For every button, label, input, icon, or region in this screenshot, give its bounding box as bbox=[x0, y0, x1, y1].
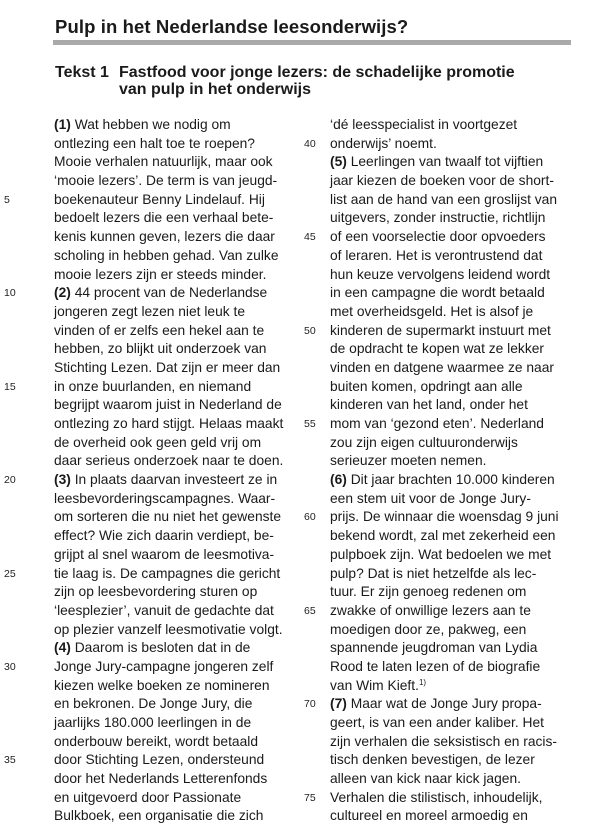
line-text: zijn verhalen die seksistisch en racis- bbox=[330, 733, 557, 749]
line-text: prijs. De winnaar die woensdag 9 juni bbox=[330, 509, 559, 525]
line-text: door Stichting Lezen, ondersteund bbox=[54, 752, 265, 768]
text-line bbox=[330, 247, 576, 266]
line-text: spannende jeugdroman van Lydia bbox=[330, 640, 538, 656]
text-line bbox=[330, 116, 576, 135]
line-text: boekenauteur Benny Lindelauf. Hij bbox=[54, 191, 265, 207]
text-line bbox=[54, 247, 294, 266]
line-text: vinden en datgene waarmee ze naar bbox=[330, 359, 554, 375]
text-line bbox=[54, 322, 294, 341]
text-line bbox=[54, 807, 294, 826]
line-text: of een voorselectie door opvoeders bbox=[330, 229, 546, 245]
text-line bbox=[330, 490, 576, 509]
text-line bbox=[304, 508, 576, 527]
line-text: met overheidsgeld. Het is alsof je bbox=[330, 303, 534, 319]
text-line bbox=[54, 490, 294, 509]
line-text: pulp? Dat is niet hetzelfde als lec- bbox=[330, 565, 537, 581]
line-text: kinderen de supermarkt instuurt met bbox=[330, 322, 551, 338]
footnote-marker: 1) bbox=[418, 677, 427, 687]
paragraph-number: (7) bbox=[330, 696, 347, 712]
line-text: op plezier vanzelf leesmotivatie volgt. bbox=[54, 621, 283, 637]
line-text: bekend wordt, zal met zekerheid een bbox=[330, 528, 556, 544]
text-line bbox=[304, 415, 576, 434]
text-line bbox=[54, 527, 294, 546]
text-line bbox=[54, 415, 294, 434]
text-title bbox=[55, 64, 515, 98]
text-line bbox=[330, 770, 576, 789]
text-title-line-1: Fastfood voor jonge lezers: de schadelijke promotie bbox=[119, 64, 515, 81]
text-line bbox=[54, 546, 294, 565]
line-text: de opdracht te kopen wat ze lekker bbox=[330, 341, 544, 357]
line-text: zwakke of onwillige lezers aan te bbox=[330, 602, 531, 618]
text-line bbox=[330, 396, 576, 415]
line-number: 35 bbox=[4, 754, 16, 767]
line-text: Mooie verhalen natuurlijk, maar ook bbox=[54, 154, 273, 170]
line-text: Stichting Lezen. Dat zijn er meer dan bbox=[54, 359, 281, 375]
line-text: ontlezing zo hard stijgt. Helaas maakt bbox=[54, 416, 284, 431]
line-text: kinderen van het land, onder het bbox=[330, 397, 528, 413]
line-text: de overheid ook geen geld vrij om bbox=[54, 434, 262, 450]
text-line bbox=[330, 639, 576, 658]
text-line bbox=[54, 770, 294, 789]
text-line bbox=[330, 751, 576, 770]
text-line bbox=[330, 527, 576, 546]
line-text: Wat hebben we nodig om bbox=[70, 117, 231, 132]
page-title: Pulp in het Nederlandse leesonderwijs? bbox=[55, 16, 409, 37]
text-line bbox=[54, 209, 294, 228]
line-text: kiezen welke boeken ze nomineren bbox=[54, 677, 270, 693]
text-line bbox=[330, 583, 576, 602]
line-text: in onze buurlanden, en niemand bbox=[54, 378, 252, 394]
line-number: 20 bbox=[4, 474, 16, 487]
line-text: en uitgevoerd door Passionate bbox=[54, 789, 242, 805]
line-text: bedoelt lezers die een verhaal bete- bbox=[54, 210, 274, 226]
paragraph-number: (1) bbox=[54, 117, 71, 132]
text-line bbox=[54, 677, 294, 696]
line-text: Daarom is besloten dat in de bbox=[70, 640, 251, 656]
line-number: 65 bbox=[304, 604, 316, 617]
line-text: Bulkboek, een organisatie die zich bbox=[54, 808, 264, 824]
line-text: serieuzer moeten nemen. bbox=[330, 453, 487, 469]
text-line bbox=[330, 807, 576, 826]
line-text: Leerlingen van twaalf tot vijftien bbox=[346, 154, 544, 170]
line-text: grijpt al snel waarom de leesmotiva- bbox=[54, 546, 275, 562]
text-line bbox=[330, 452, 576, 471]
line-text: Rood te laten lezen of de biografie bbox=[330, 658, 541, 674]
text-line bbox=[330, 546, 576, 565]
line-number: 75 bbox=[304, 791, 316, 804]
text-line bbox=[54, 733, 294, 752]
text-line bbox=[330, 191, 576, 210]
line-number: 55 bbox=[304, 418, 316, 430]
line-text: In plaats daarvan investeert ze in bbox=[70, 472, 278, 488]
text-line bbox=[54, 789, 294, 808]
line-text: Jonge Jury-campagne jongeren zelf bbox=[54, 658, 274, 674]
line-text: jaar kiezen de boeken voor de short- bbox=[330, 173, 554, 189]
line-text: kenis kunnen geven, lezers die daar bbox=[54, 229, 275, 245]
line-number: 45 bbox=[304, 231, 316, 244]
text-line bbox=[54, 228, 294, 247]
line-text: Maar wat de Jonge Jury propa- bbox=[346, 696, 542, 712]
line-text: onderwijs’ noemt. bbox=[330, 135, 437, 151]
text-line bbox=[54, 508, 294, 527]
line-text: door het Nederlands Letterenfonds bbox=[54, 771, 268, 787]
line-number: 10 bbox=[4, 287, 16, 300]
line-text: tuur. Er zijn genoeg redenen om bbox=[330, 584, 527, 600]
line-number: 30 bbox=[4, 660, 16, 673]
text-line bbox=[330, 303, 576, 322]
text-line bbox=[330, 621, 576, 640]
line-text: om sorteren die nu niet het gewenste bbox=[54, 509, 282, 525]
line-text: ‘mooie lezers’. De term is van jeugd- bbox=[54, 173, 278, 189]
line-number: 40 bbox=[304, 137, 316, 150]
line-text: pulpboek zijn. Wat bedoelen we met bbox=[330, 546, 552, 562]
line-number: 5 bbox=[4, 193, 10, 206]
text-line bbox=[330, 471, 576, 490]
line-text: in een campagne die wordt betaald bbox=[330, 285, 545, 301]
line-text: van Wim Kieft. bbox=[330, 677, 419, 693]
text-line bbox=[54, 583, 294, 602]
line-text: hebben, zo blijkt uit onderzoek van bbox=[54, 341, 267, 357]
text-line bbox=[54, 172, 294, 191]
title-divider bbox=[53, 40, 571, 45]
line-number: 60 bbox=[304, 511, 316, 524]
text-line bbox=[330, 266, 576, 285]
text-line bbox=[330, 714, 576, 733]
text-line bbox=[330, 209, 576, 228]
line-text: en bekronen. De Jonge Jury, die bbox=[54, 696, 253, 712]
paragraph-number: (5) bbox=[330, 154, 347, 170]
text-line bbox=[54, 695, 294, 714]
text-line bbox=[330, 434, 576, 453]
line-text: Verhalen die stilistisch, inhoudelijk, bbox=[330, 789, 543, 805]
text-line bbox=[4, 565, 294, 584]
text-line bbox=[330, 359, 576, 378]
line-text: ‘leesplezier’, vanuit de gedachte dat bbox=[54, 602, 274, 618]
line-number: 50 bbox=[304, 324, 316, 337]
text-line bbox=[54, 602, 294, 621]
line-text: tie laag is. De campagnes die gericht bbox=[54, 565, 281, 581]
paragraph-number: (6) bbox=[330, 472, 347, 488]
line-number: 25 bbox=[4, 567, 16, 580]
paragraph-number: (3) bbox=[54, 472, 71, 488]
text-line bbox=[330, 733, 576, 752]
text-line bbox=[4, 284, 294, 303]
line-text: ontlezing een halt toe te roepen? bbox=[54, 135, 255, 151]
text-line bbox=[54, 434, 294, 453]
line-text: vinden of er zelfs een hekel aan te bbox=[54, 322, 265, 338]
text-line bbox=[330, 677, 576, 696]
text-line bbox=[4, 191, 294, 210]
left-column bbox=[4, 116, 294, 826]
line-text: effect? Wie zich daarin verdiept, be- bbox=[54, 528, 274, 544]
line-text: zou zijn eigen cultuuronderwijs bbox=[330, 434, 518, 450]
text-line bbox=[54, 153, 294, 172]
line-text: cultureel en moreel armoedig en bbox=[330, 808, 528, 824]
text-line bbox=[304, 228, 576, 247]
text-line bbox=[54, 303, 294, 322]
text-line bbox=[4, 751, 294, 770]
text-line bbox=[304, 135, 576, 154]
text-line bbox=[4, 471, 294, 490]
line-text: onderbouw bereikt, wordt betaald bbox=[54, 733, 259, 749]
text-line bbox=[54, 639, 294, 658]
line-text: jongeren zegt lezen niet leuk te bbox=[54, 303, 245, 319]
line-text: alleen van kick naar kick jagen. bbox=[330, 771, 521, 787]
text-line bbox=[54, 621, 294, 640]
paragraph-number: (2) bbox=[54, 285, 71, 301]
text-line bbox=[4, 378, 294, 397]
line-text: mom van ‘gezond eten’. Nederland bbox=[330, 416, 544, 431]
text-line bbox=[54, 116, 294, 135]
line-text: moedigen door ze, pakweg, een bbox=[330, 621, 527, 637]
line-number: 70 bbox=[304, 698, 316, 711]
text-line bbox=[330, 378, 576, 397]
line-text: of leraren. Het is verontrustend dat bbox=[330, 247, 543, 263]
line-number: 15 bbox=[4, 380, 16, 393]
line-text: mooie lezers zijn er steeds minder. bbox=[54, 266, 267, 282]
line-text: scholing in hebben gehad. Van zulke bbox=[54, 247, 279, 263]
text-line bbox=[330, 284, 576, 303]
text-line bbox=[54, 266, 294, 285]
text-line bbox=[54, 714, 294, 733]
line-text: begrijpt waarom juist in Nederland de bbox=[54, 397, 282, 413]
line-text: list aan de hand van een groslijst van bbox=[330, 191, 558, 207]
text-line bbox=[330, 340, 576, 359]
line-text: Dit jaar brachten 10.000 kinderen bbox=[346, 472, 555, 488]
text-title-line-2: van pulp in het onderwijs bbox=[119, 81, 312, 98]
line-text: hun keuze vervolgens leidend wordt bbox=[330, 266, 551, 282]
line-text: uitgevers, zonder instructie, richtlijn bbox=[330, 210, 546, 226]
line-text: zijn op leesbevordering sturen op bbox=[54, 584, 258, 600]
paragraph-number: (4) bbox=[54, 640, 71, 656]
line-text: leesbevorderingscampagnes. Waar- bbox=[54, 490, 276, 506]
text-line bbox=[330, 153, 576, 172]
right-column bbox=[304, 116, 576, 826]
text-line bbox=[330, 658, 576, 677]
line-text: buiten komen, opdringt aan alle bbox=[330, 378, 523, 394]
text-line bbox=[54, 340, 294, 359]
line-text: daar serieus onderzoek naar te doen. bbox=[54, 453, 284, 469]
line-text: tisch denken bevestigen, de lezer bbox=[330, 752, 535, 768]
text-line bbox=[54, 135, 294, 154]
text-line bbox=[304, 695, 576, 714]
text-line bbox=[304, 789, 576, 808]
text-label: Tekst 1 bbox=[55, 64, 109, 81]
text-line bbox=[4, 658, 294, 677]
text-line bbox=[330, 172, 576, 191]
line-text: jaarlijks 180.000 leerlingen in de bbox=[54, 715, 252, 730]
line-text: een stem uit voor de Jonge Jury- bbox=[330, 490, 531, 506]
text-line bbox=[54, 396, 294, 415]
text-line bbox=[54, 452, 294, 471]
line-text: ‘dé leesspecialist in voortgezet bbox=[330, 117, 518, 132]
text-line bbox=[54, 359, 294, 378]
text-line bbox=[304, 602, 576, 621]
text-line bbox=[330, 565, 576, 584]
text-line bbox=[304, 322, 576, 341]
line-text: 44 procent van de Nederlandse bbox=[70, 285, 268, 301]
line-text: geert, is van een ander kaliber. Het bbox=[330, 715, 544, 730]
